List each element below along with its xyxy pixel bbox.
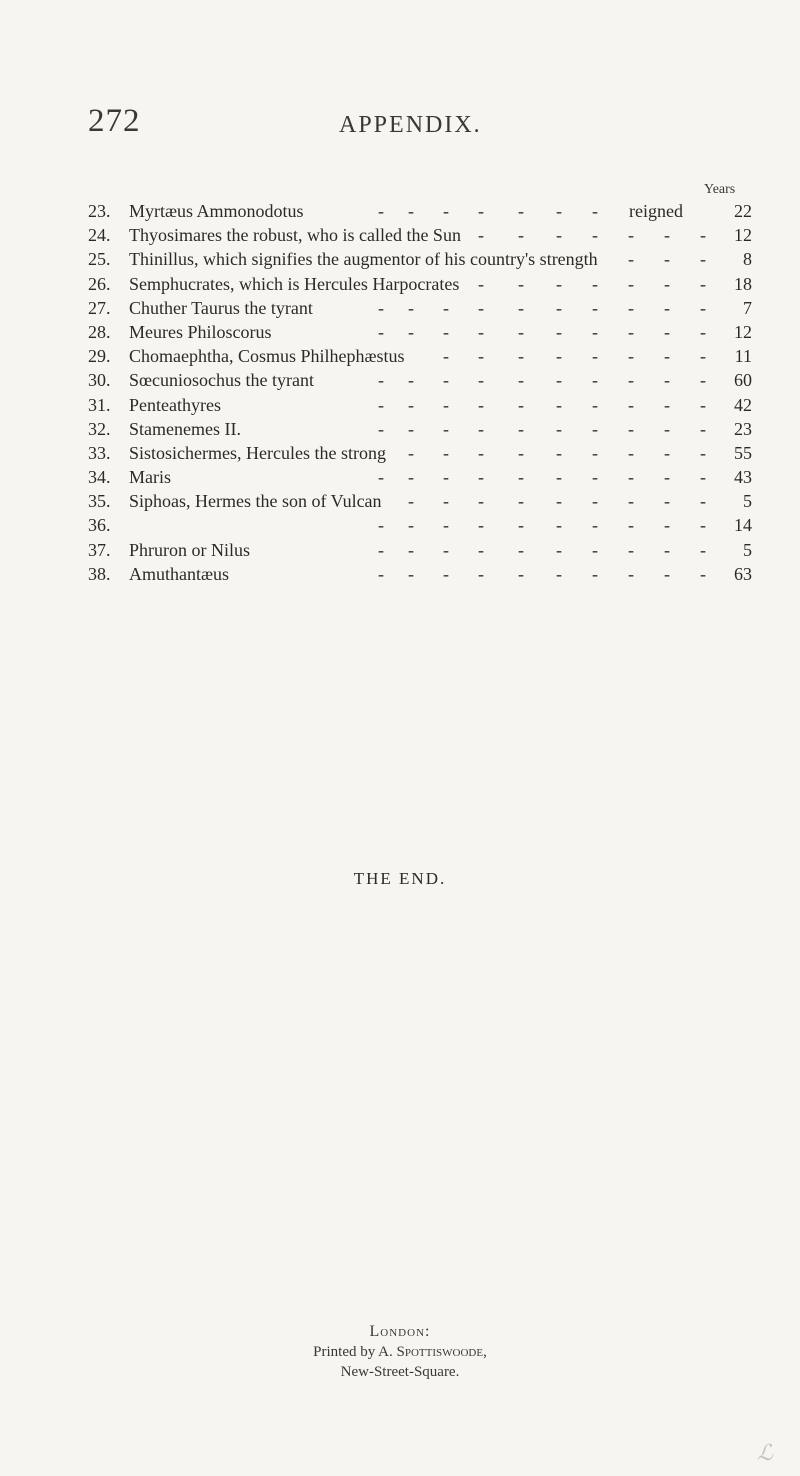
leader-dash: - bbox=[408, 394, 414, 415]
leader-dash: - bbox=[592, 297, 598, 318]
row-name: Stamenemes II. bbox=[129, 418, 241, 439]
row-number: 36. bbox=[88, 515, 111, 536]
leader-dash: - bbox=[700, 515, 706, 536]
leader-dash: - bbox=[556, 442, 562, 463]
leader-dash: - bbox=[518, 297, 524, 318]
leader-dash: - bbox=[443, 201, 449, 221]
row-name: Semphucrates, which is Hercules Harpocrates bbox=[129, 273, 460, 294]
row-number: 26. bbox=[88, 273, 111, 294]
row-number: 24. bbox=[88, 225, 111, 246]
leader-dash: - bbox=[700, 346, 706, 367]
leader-dash: - bbox=[592, 442, 598, 463]
leader-dash: - bbox=[518, 321, 524, 342]
row-number: 34. bbox=[88, 467, 111, 488]
row-name: Thyosimares the robust, who is called the Sun bbox=[129, 225, 461, 246]
imprint-address: New-Street-Square. bbox=[340, 1364, 460, 1380]
leader-dash: - bbox=[628, 563, 634, 584]
leader-dash: - bbox=[518, 370, 524, 391]
leader-dash: - bbox=[408, 370, 414, 391]
row-name: Myrtæus Ammonodotus bbox=[129, 201, 304, 221]
leader-dash: - bbox=[628, 321, 634, 342]
leader-dash: - bbox=[518, 273, 524, 294]
leader-dash: - bbox=[518, 394, 524, 415]
leader-dash: - bbox=[408, 539, 414, 560]
row-years: 12 bbox=[734, 225, 752, 246]
leader-dash: - bbox=[664, 321, 670, 342]
row-number: 33. bbox=[88, 442, 111, 463]
leader-dash: - bbox=[700, 418, 706, 439]
row-number: 35. bbox=[88, 491, 111, 512]
leader-dash: - bbox=[408, 418, 414, 439]
leader-dash: - bbox=[664, 370, 670, 391]
leader-dash: - bbox=[664, 297, 670, 318]
leader-dash: - bbox=[408, 467, 414, 488]
leader-dash: - bbox=[378, 467, 384, 488]
imprint-city: London: bbox=[369, 1323, 431, 1340]
leader-dash: - bbox=[443, 442, 449, 463]
leader-dash: - bbox=[664, 467, 670, 488]
row-number: 23. bbox=[88, 201, 111, 221]
row-years: 8 bbox=[743, 249, 752, 270]
row-name: Maris bbox=[129, 467, 171, 488]
leader-dash: - bbox=[664, 442, 670, 463]
leader-dash: - bbox=[478, 346, 484, 367]
row-name: Sœcuniosochus the tyrant bbox=[129, 370, 314, 391]
row-years: 60 bbox=[734, 370, 752, 391]
leader-dash: - bbox=[443, 418, 449, 439]
row-years: 12 bbox=[734, 321, 752, 342]
leader-dash: - bbox=[518, 418, 524, 439]
table-row bbox=[88, 538, 752, 562]
row-years: 11 bbox=[734, 346, 752, 367]
row-years: 63 bbox=[734, 563, 752, 584]
leader-dash: - bbox=[378, 321, 384, 342]
table-row bbox=[88, 199, 752, 223]
leader-dash: - bbox=[664, 394, 670, 415]
leader-dash: - bbox=[443, 394, 449, 415]
leader-dash: - bbox=[556, 225, 562, 246]
leader-dash: - bbox=[700, 225, 706, 246]
leader-dash: - bbox=[478, 394, 484, 415]
row-name: Sistosichermes, Hercules the strong bbox=[129, 442, 386, 463]
table-row bbox=[88, 417, 752, 441]
leader-dash: - bbox=[592, 515, 598, 536]
leader-dash: - bbox=[628, 491, 634, 512]
leader-dash: - bbox=[518, 442, 524, 463]
leader-dash: - bbox=[408, 563, 414, 584]
leader-dash: - bbox=[664, 515, 670, 536]
row-years: 42 bbox=[734, 394, 752, 415]
leader-dash: - bbox=[664, 346, 670, 367]
leader-dash: - bbox=[592, 539, 598, 560]
row-number: 30. bbox=[88, 370, 111, 391]
row-number: 31. bbox=[88, 394, 111, 415]
leader-dash: - bbox=[408, 491, 414, 512]
leader-dash: - bbox=[592, 467, 598, 488]
leader-dash: - bbox=[556, 273, 562, 294]
row-name: Phruron or Nilus bbox=[129, 539, 250, 560]
printer-imprint bbox=[0, 1322, 800, 1382]
leader-dash: - bbox=[478, 491, 484, 512]
leader-dash: - bbox=[478, 297, 484, 318]
imprint-printed-by: Printed by A. bbox=[313, 1344, 393, 1360]
leader-dash: - bbox=[700, 467, 706, 488]
leader-dash: - bbox=[556, 418, 562, 439]
row-years: 22 bbox=[734, 201, 752, 221]
leader-dash: - bbox=[628, 394, 634, 415]
table-row bbox=[88, 247, 752, 271]
row-name: Siphoas, Hermes the son of Vulcan bbox=[129, 491, 382, 512]
leader-dash: - bbox=[408, 442, 414, 463]
leader-dash: - bbox=[478, 273, 484, 294]
table-row bbox=[88, 368, 752, 392]
leader-dash: - bbox=[592, 394, 598, 415]
leader-dash: - bbox=[628, 467, 634, 488]
leader-dash: - bbox=[518, 346, 524, 367]
leader-dash: - bbox=[628, 539, 634, 560]
leader-dash: - bbox=[592, 370, 598, 391]
row-years: 43 bbox=[734, 467, 752, 488]
row-number: 32. bbox=[88, 418, 111, 439]
leader-dash: - bbox=[443, 515, 449, 536]
table-row bbox=[88, 441, 752, 465]
leader-dash: - bbox=[592, 418, 598, 439]
row-years: 7 bbox=[743, 297, 752, 318]
table-row bbox=[88, 320, 752, 344]
leader-dash: - bbox=[478, 515, 484, 536]
leader-dash: - bbox=[556, 321, 562, 342]
leader-dash: - bbox=[556, 515, 562, 536]
reign-table bbox=[88, 199, 752, 586]
table-row bbox=[88, 296, 752, 320]
row-number: 38. bbox=[88, 563, 111, 584]
row-years: 18 bbox=[734, 273, 752, 294]
leader-dash: - bbox=[378, 394, 384, 415]
leader-dash: - bbox=[518, 467, 524, 488]
leader-dash: - bbox=[478, 418, 484, 439]
leader-dash: - bbox=[408, 201, 414, 221]
row-years: 14 bbox=[734, 515, 752, 536]
leader-dash: - bbox=[478, 225, 484, 246]
leader-dash: - bbox=[700, 297, 706, 318]
leader-dash: - bbox=[408, 321, 414, 342]
leader-dash: - bbox=[700, 249, 706, 270]
leader-dash: - bbox=[592, 201, 598, 221]
leader-dash: - bbox=[664, 563, 670, 584]
row-reigned-label: reigned bbox=[629, 201, 683, 221]
leader-dash: - bbox=[628, 515, 634, 536]
row-years: 23 bbox=[734, 418, 752, 439]
leader-dash: - bbox=[700, 491, 706, 512]
row-number: 29. bbox=[88, 346, 111, 367]
leader-dash: - bbox=[556, 201, 562, 221]
leader-dash: - bbox=[556, 491, 562, 512]
leader-dash: - bbox=[478, 467, 484, 488]
leader-dash: - bbox=[700, 563, 706, 584]
leader-dash: - bbox=[700, 370, 706, 391]
imprint-printer bbox=[0, 1342, 800, 1362]
leader-dash: - bbox=[378, 297, 384, 318]
leader-dash: - bbox=[628, 442, 634, 463]
running-head: APPENDIX. bbox=[339, 112, 482, 138]
leader-dash: - bbox=[443, 370, 449, 391]
years-column-header: Years bbox=[704, 182, 736, 197]
leader-dash: - bbox=[628, 297, 634, 318]
leader-dash: - bbox=[443, 491, 449, 512]
table-row bbox=[88, 272, 752, 296]
leader-dash: - bbox=[518, 515, 524, 536]
leader-dash: - bbox=[478, 370, 484, 391]
leader-dash: - bbox=[628, 273, 634, 294]
row-number: 25. bbox=[88, 249, 111, 270]
leader-dash: - bbox=[556, 346, 562, 367]
table-row bbox=[88, 562, 752, 586]
row-name: Penteathyres bbox=[129, 394, 221, 415]
row-years: 55 bbox=[734, 442, 752, 463]
leader-dash: - bbox=[700, 442, 706, 463]
row-number: 27. bbox=[88, 297, 111, 318]
leader-dash: - bbox=[700, 273, 706, 294]
leader-dash: - bbox=[628, 225, 634, 246]
leader-dash: - bbox=[592, 563, 598, 584]
row-number: 37. bbox=[88, 539, 111, 560]
leader-dash: - bbox=[378, 201, 384, 221]
leader-dash: - bbox=[700, 539, 706, 560]
leader-dash: - bbox=[378, 418, 384, 439]
leader-dash: - bbox=[664, 418, 670, 439]
leader-dash: - bbox=[592, 491, 598, 512]
leader-dash: - bbox=[518, 539, 524, 560]
leader-dash: - bbox=[556, 370, 562, 391]
leader-dash: - bbox=[443, 297, 449, 318]
leader-dash: - bbox=[443, 539, 449, 560]
row-name: Amuthantæus bbox=[129, 563, 230, 584]
leader-dash: - bbox=[443, 321, 449, 342]
leader-dash: - bbox=[478, 563, 484, 584]
leader-dash: - bbox=[556, 394, 562, 415]
leader-dash: - bbox=[408, 515, 414, 536]
leader-dash: - bbox=[592, 346, 598, 367]
leader-dash: - bbox=[700, 321, 706, 342]
leader-dash: - bbox=[556, 297, 562, 318]
leader-dash: - bbox=[408, 297, 414, 318]
leader-dash: - bbox=[443, 346, 449, 367]
leader-dash: - bbox=[518, 491, 524, 512]
row-years: 5 bbox=[743, 491, 752, 512]
leader-dash: - bbox=[556, 539, 562, 560]
page-number: 272 bbox=[88, 103, 141, 139]
leader-dash: - bbox=[664, 273, 670, 294]
table-row bbox=[88, 344, 752, 368]
leader-dash: - bbox=[556, 467, 562, 488]
leader-dash: - bbox=[592, 225, 598, 246]
leader-dash: - bbox=[664, 249, 670, 270]
row-name: Chomaephtha, Cosmus Philhephæstus bbox=[129, 346, 405, 367]
row-number: 28. bbox=[88, 321, 111, 342]
row-name: Thinillus, which signifies the augmentor of his country's strength bbox=[129, 249, 598, 270]
table-row bbox=[88, 513, 752, 537]
leader-dash: - bbox=[556, 563, 562, 584]
library-mark: ℒ bbox=[757, 1440, 773, 1465]
leader-dash: - bbox=[518, 225, 524, 246]
leader-dash: - bbox=[378, 515, 384, 536]
leader-dash: - bbox=[628, 418, 634, 439]
leader-dash: - bbox=[378, 539, 384, 560]
table-row bbox=[88, 465, 752, 489]
row-name: Meures Philoscorus bbox=[129, 321, 272, 342]
leader-dash: - bbox=[378, 370, 384, 391]
table-row bbox=[88, 393, 752, 417]
leader-dash: - bbox=[628, 346, 634, 367]
leader-dash: - bbox=[518, 563, 524, 584]
leader-dash: - bbox=[592, 321, 598, 342]
leader-dash: - bbox=[628, 249, 634, 270]
row-name: Chuther Taurus the tyrant bbox=[129, 297, 313, 318]
leader-dash: - bbox=[443, 467, 449, 488]
leader-dash: - bbox=[664, 491, 670, 512]
imprint-printer-name: Spottiswoode, bbox=[396, 1344, 487, 1360]
leader-dash: - bbox=[478, 201, 484, 221]
table-row bbox=[88, 489, 752, 513]
leader-dash: - bbox=[518, 201, 524, 221]
table-row bbox=[88, 223, 752, 247]
leader-dash: - bbox=[628, 370, 634, 391]
leader-dash: - bbox=[700, 394, 706, 415]
leader-dash: - bbox=[664, 225, 670, 246]
leader-dash: - bbox=[478, 442, 484, 463]
leader-dash: - bbox=[592, 273, 598, 294]
leader-dash: - bbox=[478, 539, 484, 560]
end-text: THE END. bbox=[353, 869, 447, 888]
leader-dash: - bbox=[478, 321, 484, 342]
leader-dash: - bbox=[378, 563, 384, 584]
leader-dash: - bbox=[443, 563, 449, 584]
row-years: 5 bbox=[743, 539, 752, 560]
leader-dash: - bbox=[664, 539, 670, 560]
